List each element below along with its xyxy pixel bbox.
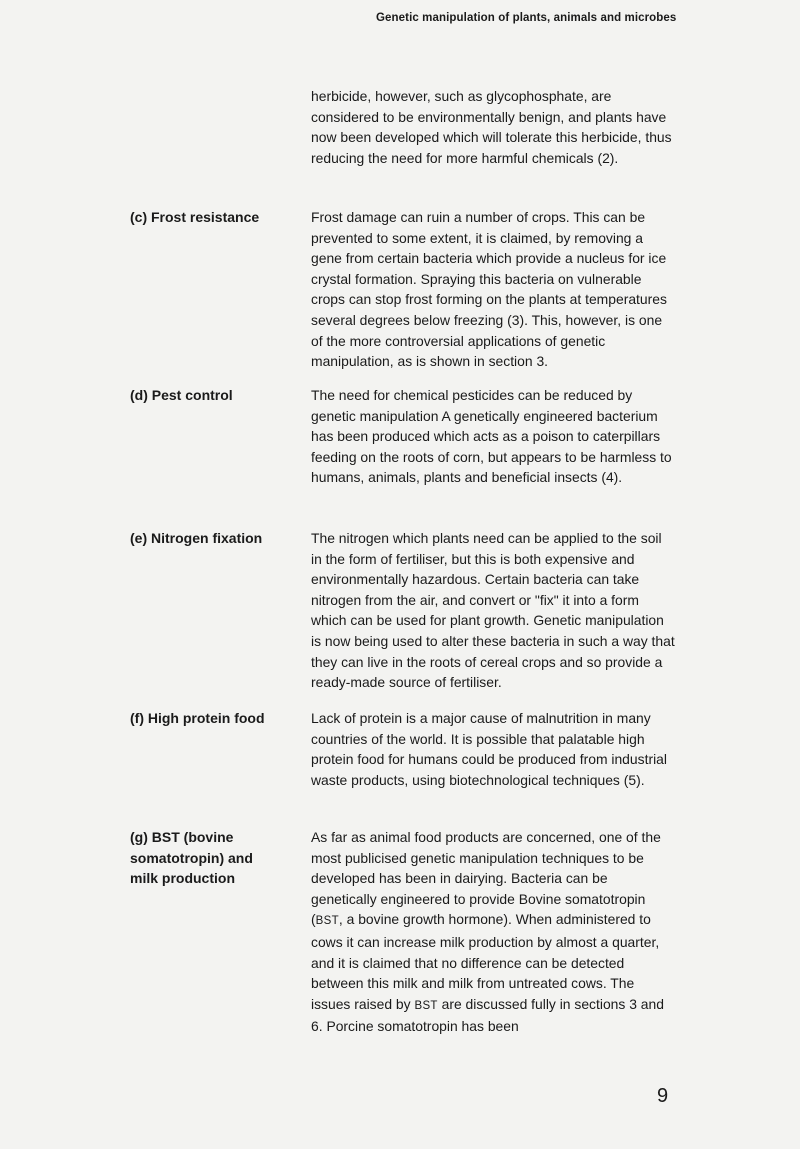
bst-text-part-1: As far as animal food products are concerned, one of the most publicised genetic manipulation techniques to be developed has been in dairying. Bacteria can be genetically engineered to provide Bovine somatotropin ( <box>311 829 661 928</box>
page-number: 9 <box>657 1085 669 1107</box>
section-text-high-protein-food: Lack of protein is a major cause of malnutrition in many countries of the world. It is possible that palatable high protein food for humans could be produced from industrial waste products, using biotechnological techniques (5). <box>311 710 667 788</box>
section-text-frost-resistance: Frost damage can ruin a number of crops. This can be prevented to some extent, it is claimed, by removing a gene from certain bacteria which provide a nucleus for ice crystal formation. Spraying this bacteria on vulnerable crops can stop frost forming on the plants at temperatures several degrees below freezing (3). This, however, is one of the more controversial applications of genetic manipulation, as is shown in section 3. <box>311 209 667 370</box>
section-text-pest-control: The need for chemical pesticides can be reduced by genetic manipulation A genetically engineered bacterium has been produced which acts as a poison to caterpillars feeding on the roots of corn, but appears to be harmless to humans, animals, plants and beneficial insects (4). <box>311 387 672 486</box>
section-label-pest-control: (d) Pest control <box>130 387 233 403</box>
section-text-nitrogen-fixation: The nitrogen which plants need can be applied to the soil in the form of fertiliser, but this is both expensive and environmentally hazardous. Certain bacteria can take nitrogen from the air, and convert or "fix" it into a form which can be used for plant growth. Genetic manipulation is now being used to alter these bacteria in such a way that they can live in the roots of cereal crops and so provide a ready-made source of fertiliser. <box>311 530 675 691</box>
running-header: Genetic manipulation of plants, animals and microbes <box>376 12 677 24</box>
section-text-bst-milk-production <box>311 827 676 1037</box>
section-label-high-protein-food: (f) High protein food <box>130 710 265 726</box>
bst-text-part-2: , a bovine growth hormone). When administered to cows it can increase milk production by almost a quarter, and it is claimed that no difference can be detected between this milk and milk from untreated cows. The issues raised by <box>311 911 660 1012</box>
bst-abbreviation: BST <box>315 915 339 928</box>
section-label-nitrogen-fixation: (e) Nitrogen fixation <box>130 530 263 546</box>
section-label-frost-resistance: (c) Frost resistance <box>130 209 260 225</box>
section-label-bst-milk-production: (g) BST (bovine somatotropin) and milk production <box>130 829 253 887</box>
bst-abbreviation: BST <box>414 999 438 1012</box>
bst-text-part-3: are discussed fully in sections 3 and 6. Porcine somatotropin has been <box>311 995 664 1035</box>
intro-paragraph: herbicide, however, such as glycophosphate, are considered to be environmentally benign, and plants have now been developed which will tolerate this herbicide, thus reducing the need for more harmful chemicals (2). <box>311 88 672 166</box>
